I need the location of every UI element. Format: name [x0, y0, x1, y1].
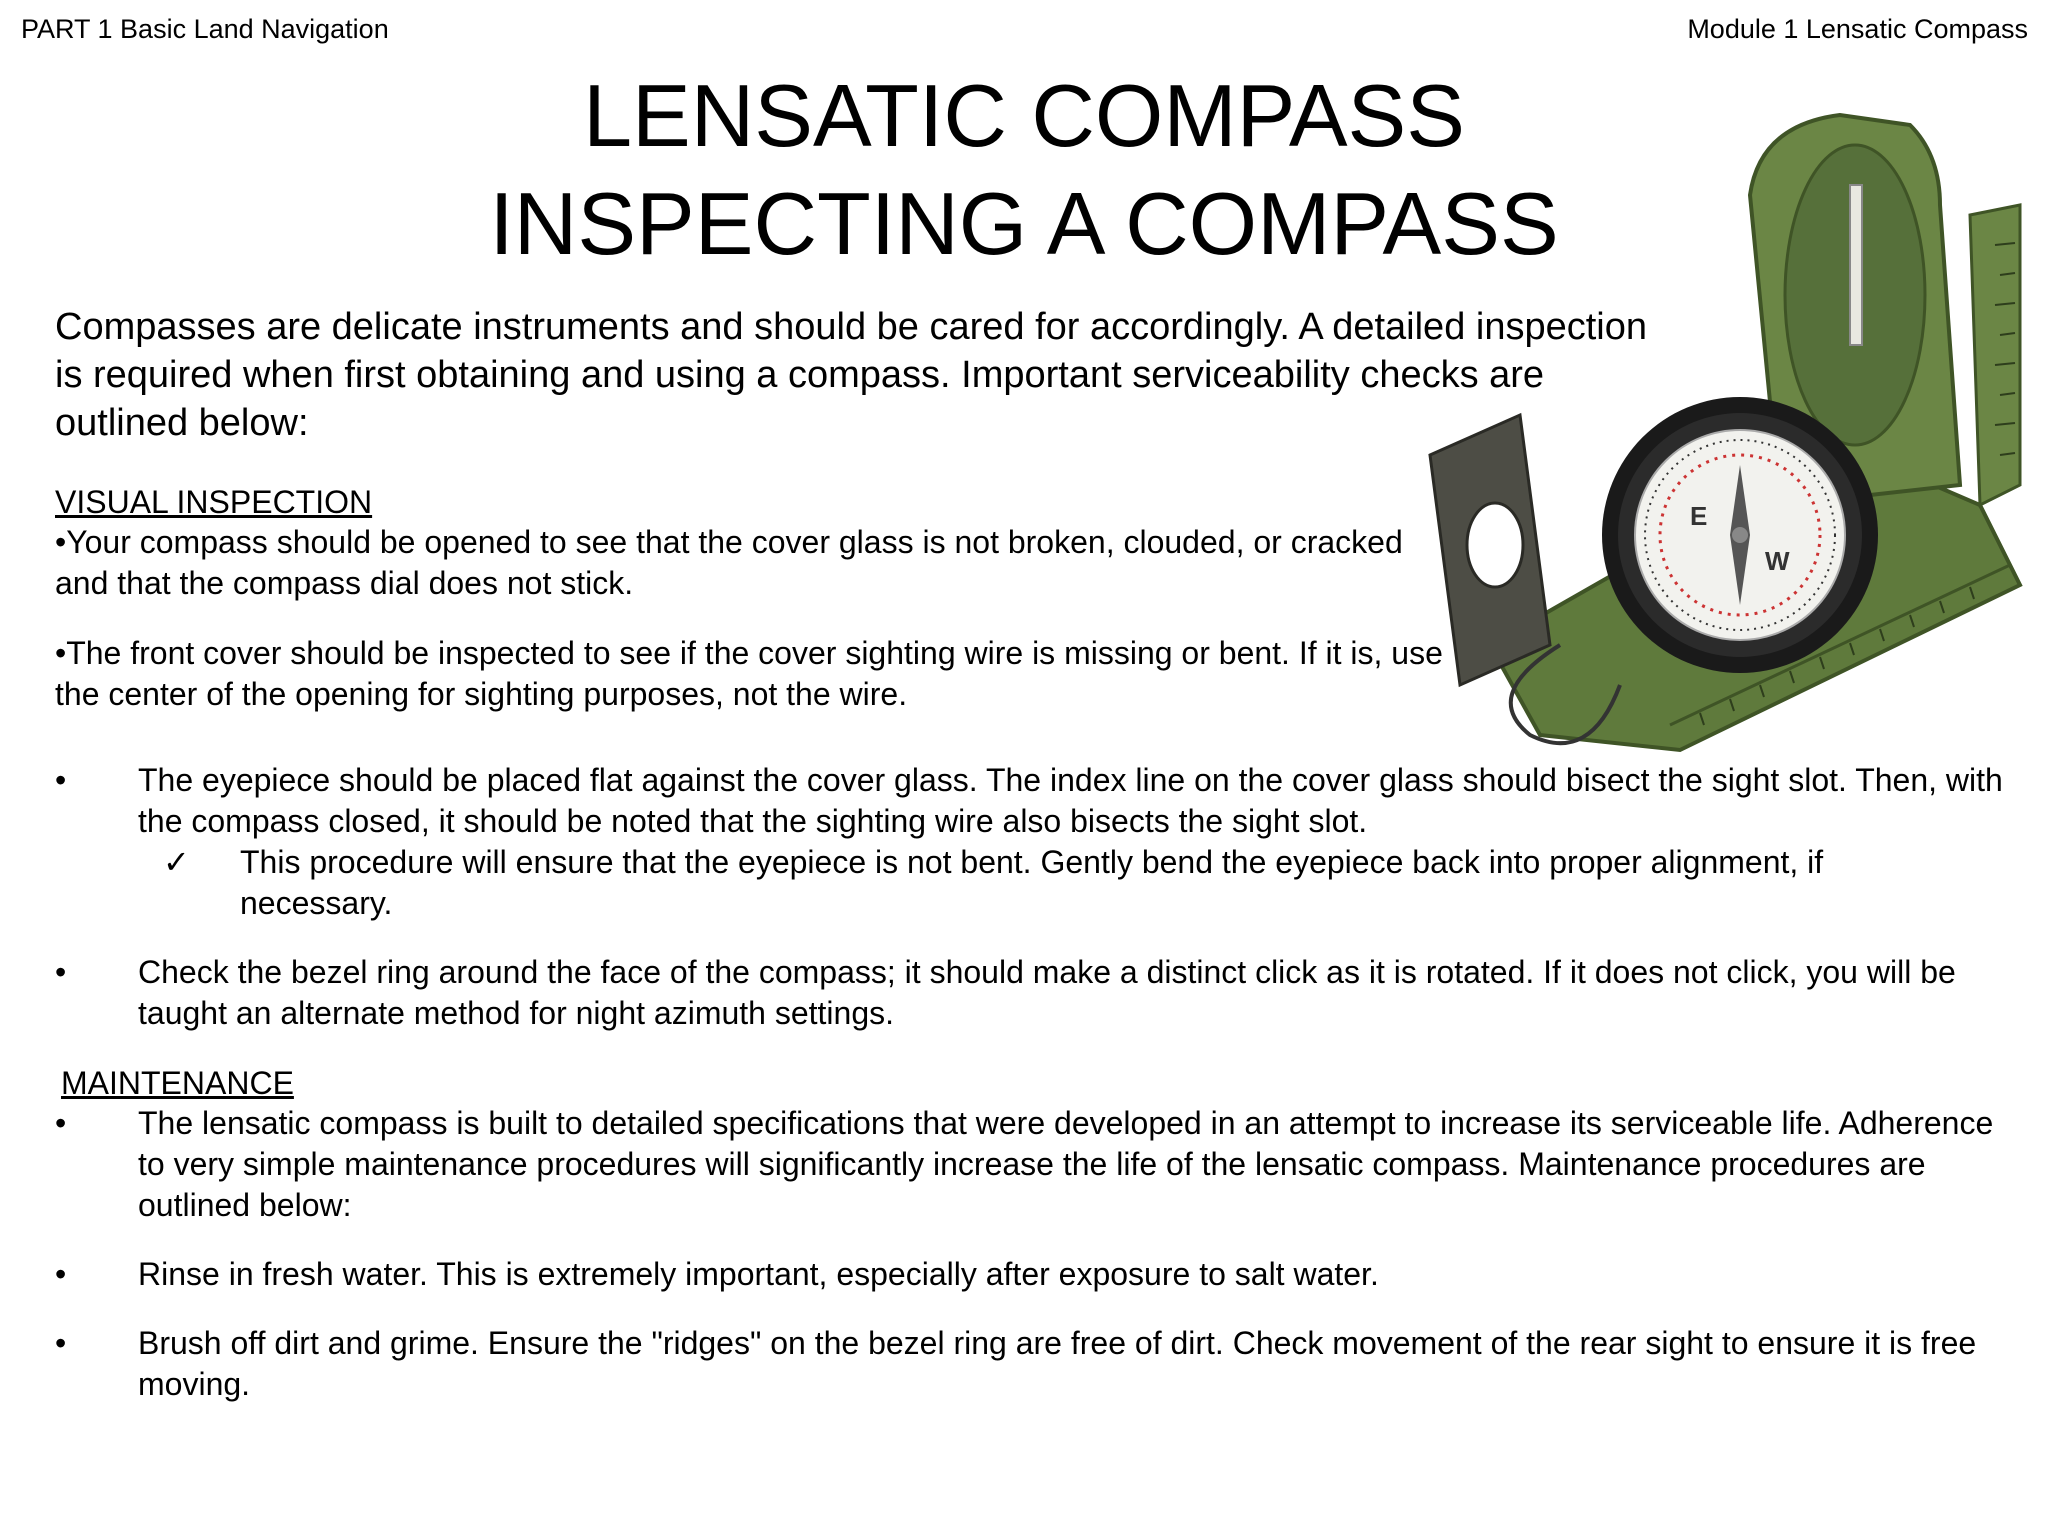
- list-item: [55, 1323, 2005, 1405]
- visual-item-cover-glass: •Your compass should be opened to see that the cover glass is not broken, clouded, or cracked and that the compass dial does not stick.: [55, 524, 1403, 601]
- maintenance-heading: MAINTENANCE: [61, 1065, 294, 1101]
- bullet-mark: •: [55, 762, 67, 798]
- header-module-label: Module 1 Lensatic Compass: [1687, 14, 2028, 44]
- intro-paragraph: Compasses are delicate instruments and should be cared for accordingly. A detailed inspection is required when first obtaining and using a compass. Important serviceability checks are outlined below:: [55, 306, 1647, 444]
- bullet-mark: •: [55, 954, 67, 990]
- bullet-rinse-text: Rinse in fresh water. This is extremely important, especially after exposure to salt water.: [138, 1256, 1379, 1292]
- list-item: [55, 952, 2005, 1034]
- visual-inspection-heading: VISUAL INSPECTION: [55, 484, 373, 520]
- bullet-mark: •: [55, 1256, 67, 1292]
- list-item: [55, 1254, 2005, 1295]
- title-line-2: INSPECTING A COMPASS: [489, 174, 1559, 273]
- title-line-1: LENSATIC COMPASS: [583, 66, 1465, 165]
- visual-item-front-cover: •The front cover should be inspected to see if the cover sighting wire is missing or bent. If it is, use the center of the opening for sighting purposes, not the wire.: [55, 635, 1443, 712]
- bullet-bezel-text: Check the bezel ring around the face of the compass; it should make a distinct click as it is rotated. If it does not click, you will be taught an alternate method for night azimuth settings.: [138, 954, 1956, 1031]
- bullet-specifications-text: The lensatic compass is built to detailed specifications that were developed in an attempt to increase its serviceable life. Adherence to very simple maintenance procedures will significantly increase the life of the lensatic compass. Maintenance procedures are outlined below:: [138, 1105, 1994, 1223]
- bullet-brush-text: Brush off dirt and grime. Ensure the "ridges" on the bezel ring are free of dirt. Check movement of the rear sight to ensure it is free moving.: [138, 1325, 1977, 1402]
- bullet-eyepiece-text: The eyepiece should be placed flat against the cover glass. The index line on the cover glass should bisect the sight slot. Then, with the compass closed, it should be noted that the sighting wire also bisects the sight slot.: [138, 762, 2003, 839]
- list-item: [55, 760, 2005, 842]
- header-part-label: PART 1 Basic Land Navigation: [21, 14, 389, 44]
- bullet-mark: •: [55, 1105, 67, 1141]
- list-item: [55, 1103, 2005, 1226]
- dial-letter-e: E: [1690, 501, 1708, 531]
- checkmark-icon: ✓: [163, 844, 190, 880]
- check-eyepiece-text: This procedure will ensure that the eyepiece is not bent. Gently bend the eyepiece back into proper alignment, if necessary.: [240, 844, 1824, 921]
- list-item: [163, 842, 1963, 924]
- dial-letter-w: W: [1765, 546, 1790, 576]
- bullet-mark: •: [55, 1325, 67, 1361]
